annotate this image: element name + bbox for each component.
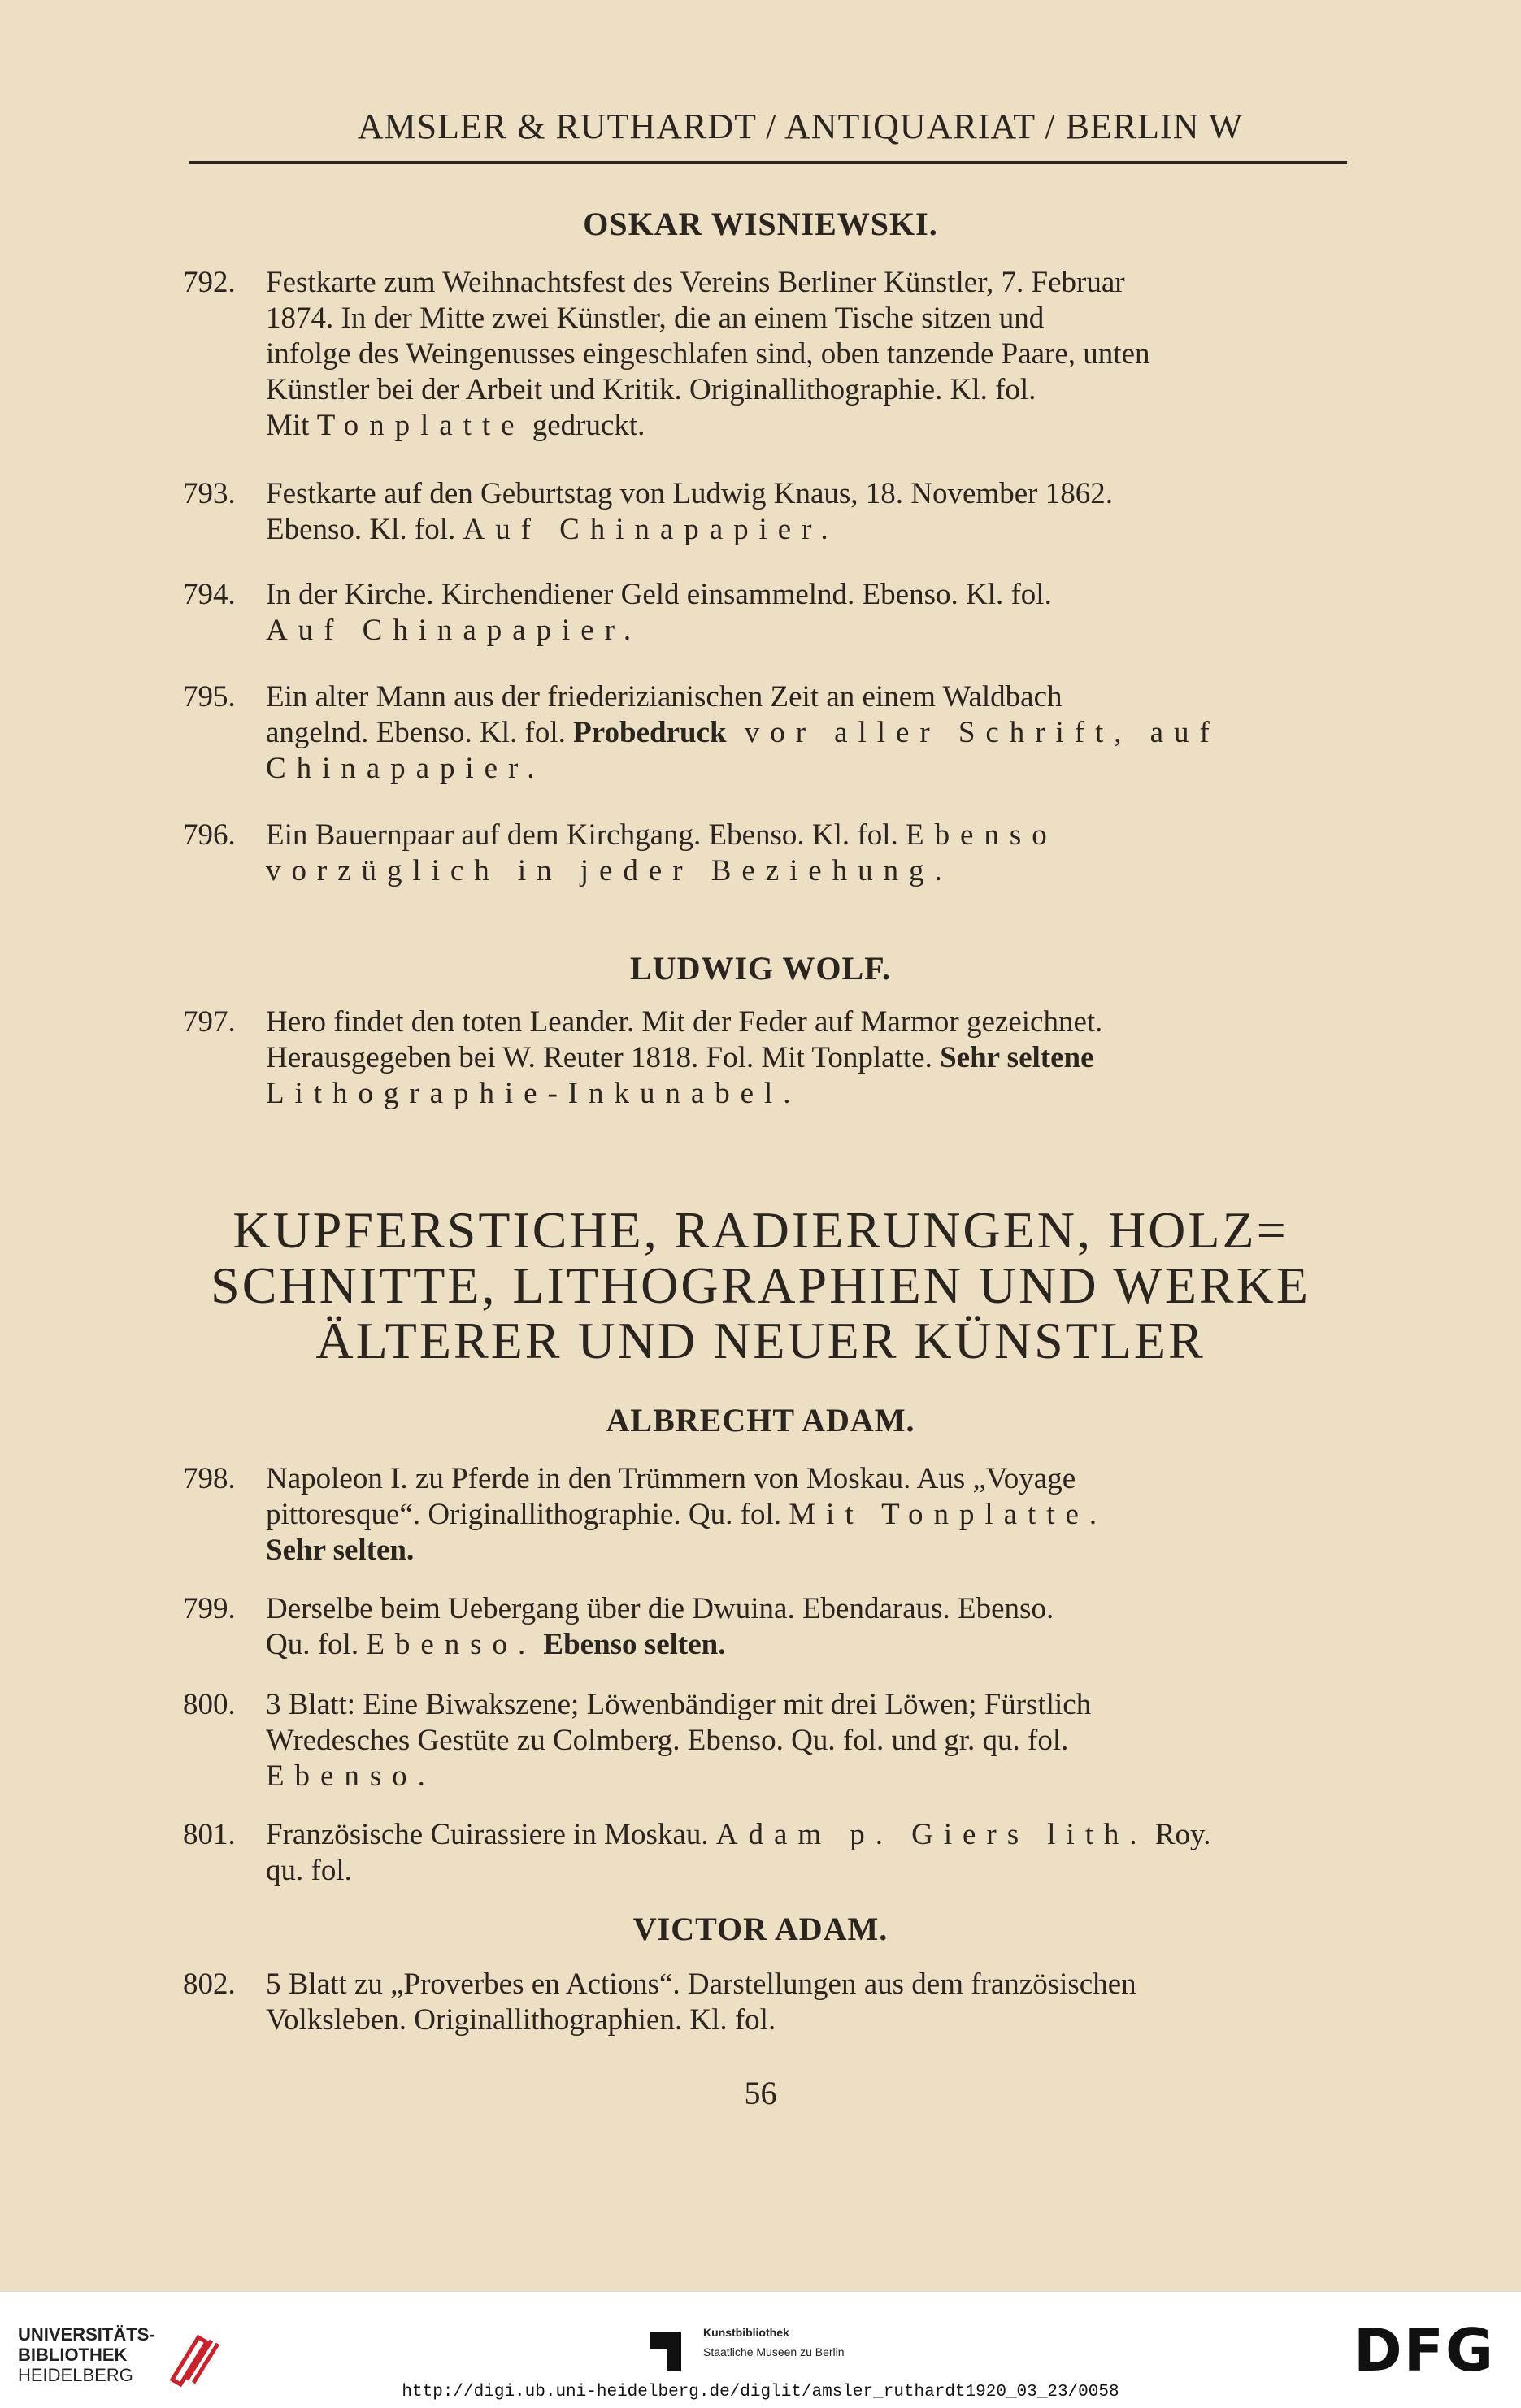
catalog-entry-797 bbox=[183, 1004, 1337, 1112]
catalog-entry-793 bbox=[183, 476, 1337, 548]
entry-line: Herausgegeben bei W. Reuter 1818. Fol. Mit Tonplatte. Sehr seltene bbox=[266, 1041, 1094, 1074]
logo-text: Staatliche Museen zu Berlin bbox=[703, 2345, 845, 2358]
catalog-entry-795 bbox=[183, 679, 1337, 787]
digitization-footer bbox=[0, 2292, 1521, 2408]
catalog-entry-794 bbox=[183, 577, 1337, 649]
logo-text: BIBLIOTHEK bbox=[18, 2345, 128, 2365]
entry-number: 801. bbox=[183, 1818, 236, 1851]
section-title-line: KUPFERSTICHE, RADIERUNGEN, HOLZ= bbox=[232, 1201, 1289, 1259]
entry-number: 798. bbox=[183, 1462, 236, 1495]
entry-line: Ebenso. bbox=[266, 1759, 436, 1793]
entry-line: Qu. fol. Ebenso. Ebenso selten. bbox=[266, 1628, 726, 1661]
entry-number: 794. bbox=[183, 578, 236, 611]
artist-heading-wisniewski: OSKAR WISNIEWSKI. bbox=[583, 206, 938, 242]
catalog-entry-800 bbox=[183, 1687, 1337, 1794]
entry-line: Lithographie-Inkunabel. bbox=[266, 1077, 802, 1110]
entry-line: Künstler bei der Arbeit und Kritik. Originallithographie. Kl. fol. bbox=[266, 373, 1036, 406]
entry-line: In der Kirche. Kirchendiener Geld einsammelnd. Ebenso. Kl. fol. bbox=[266, 578, 1052, 611]
entry-number: 802. bbox=[183, 1968, 236, 2001]
dfg-logo[interactable]: DFG bbox=[1354, 2316, 1496, 2384]
entry-number: 792. bbox=[183, 266, 236, 299]
entry-line: Festkarte zum Weihnachtsfest des Vereins Berliner Künstler, 7. Februar bbox=[266, 266, 1125, 299]
artist-heading-wolf: LUDWIG WOLF. bbox=[630, 950, 891, 987]
kunstbibliothek-mark-icon bbox=[642, 2332, 691, 2373]
entry-line: Ein alter Mann aus der friederizianischen Zeit an einem Waldbach bbox=[266, 680, 1063, 714]
page-number: 56 bbox=[744, 2075, 777, 2111]
entry-number: 796. bbox=[183, 818, 236, 852]
entry-line: 1874. In der Mitte zwei Künstler, die an einem Tische sitzen und bbox=[266, 302, 1045, 335]
entry-line: Sehr selten. bbox=[266, 1534, 415, 1567]
entry-line: Französische Cuirassiere in Moskau. Adam p. Giers lith. Roy. bbox=[266, 1818, 1211, 1851]
entry-line: pittoresque“. Originallithographie. Qu. fol. Mit Tonplatte. bbox=[266, 1498, 1108, 1531]
source-url-link[interactable]: http://digi.ub.uni-heidelberg.de/diglit/amsler_ruthardt1920_03_23/0058 bbox=[402, 2383, 1119, 2401]
artist-heading-albrecht-adam: ALBRECHT ADAM. bbox=[606, 1402, 915, 1438]
entry-line: infolge des Weingenusses eingeschlafen sind, oben tanzende Paare, unten bbox=[266, 337, 1150, 371]
entry-line: Hero findet den toten Leander. Mit der Feder auf Marmor gezeichnet. bbox=[266, 1005, 1103, 1039]
entry-line: Wredesches Gestüte zu Colmberg. Ebenso. Qu. fol. und gr. qu. fol. bbox=[266, 1724, 1069, 1757]
section-title-line: ÄLTERER UND NEUER KÜNSTLER bbox=[315, 1312, 1206, 1369]
entry-line: angelnd. Ebenso. Kl. fol. Probedruck vor aller Schrift, auf bbox=[266, 716, 1220, 749]
catalog-entry-801 bbox=[183, 1817, 1337, 1889]
page-header: AMSLER & RUTHARDT / ANTIQUARIAT / BERLIN W bbox=[357, 106, 1244, 146]
entry-line: 5 Blatt zu „Proverbes en Actions“. Darstellungen aus dem französischen bbox=[266, 1968, 1136, 2001]
entry-line: Volksleben. Originallithographien. Kl. fol. bbox=[266, 2003, 776, 2037]
entry-line: Ebenso. Kl. fol. Auf Chinapapier. bbox=[266, 513, 839, 546]
logo-text: Kunstbibliothek bbox=[703, 2326, 789, 2339]
entry-number: 795. bbox=[183, 680, 236, 714]
section-title-line: SCHNITTE, LITHOGRAPHIEN UND WERKE bbox=[211, 1256, 1310, 1314]
entry-line: Ein Bauernpaar auf dem Kirchgang. Ebenso. Kl. fol. Ebenso bbox=[266, 818, 1058, 852]
entry-line: qu. fol. bbox=[266, 1854, 352, 1887]
entry-line: Auf Chinapapier. bbox=[266, 614, 642, 647]
entry-number: 799. bbox=[183, 1592, 236, 1625]
entry-line: vorzüglich in jeder Beziehung. bbox=[266, 854, 953, 887]
entry-line: Mit Tonplatte gedruckt. bbox=[266, 409, 645, 442]
entry-number: 793. bbox=[183, 477, 236, 510]
entry-line: Napoleon I. zu Pferde in den Trümmern von Moskau. Aus „Voyage bbox=[266, 1462, 1076, 1495]
artist-heading-victor-adam: VICTOR ADAM. bbox=[632, 1911, 889, 1947]
entry-line: Chinapapier. bbox=[266, 752, 545, 785]
university-library-logo[interactable] bbox=[18, 2324, 155, 2385]
entry-number: 797. bbox=[183, 1005, 236, 1039]
catalog-entry-798 bbox=[183, 1461, 1337, 1568]
section-title bbox=[122, 1203, 1399, 1369]
logo-text: HEIDELBERG bbox=[18, 2365, 133, 2385]
header-rule bbox=[189, 161, 1347, 164]
entry-number: 800. bbox=[183, 1688, 236, 1721]
catalog-entry-796 bbox=[183, 818, 1337, 889]
catalog-entry-799 bbox=[183, 1591, 1337, 1663]
book-stack-icon bbox=[164, 2323, 229, 2388]
catalog-entry-792 bbox=[183, 265, 1337, 444]
entry-line: Derselbe beim Uebergang über die Dwuina. Ebendaraus. Ebenso. bbox=[266, 1592, 1054, 1625]
logo-text: UNIVERSITÄTS- bbox=[18, 2324, 155, 2345]
catalog-entry-802 bbox=[183, 1967, 1337, 2038]
entry-line: 3 Blatt: Eine Biwakszene; Löwenbändiger mit drei Löwen; Fürstlich bbox=[266, 1688, 1092, 1721]
entry-line: Festkarte auf den Geburtstag von Ludwig Knaus, 18. November 1862. bbox=[266, 477, 1113, 510]
